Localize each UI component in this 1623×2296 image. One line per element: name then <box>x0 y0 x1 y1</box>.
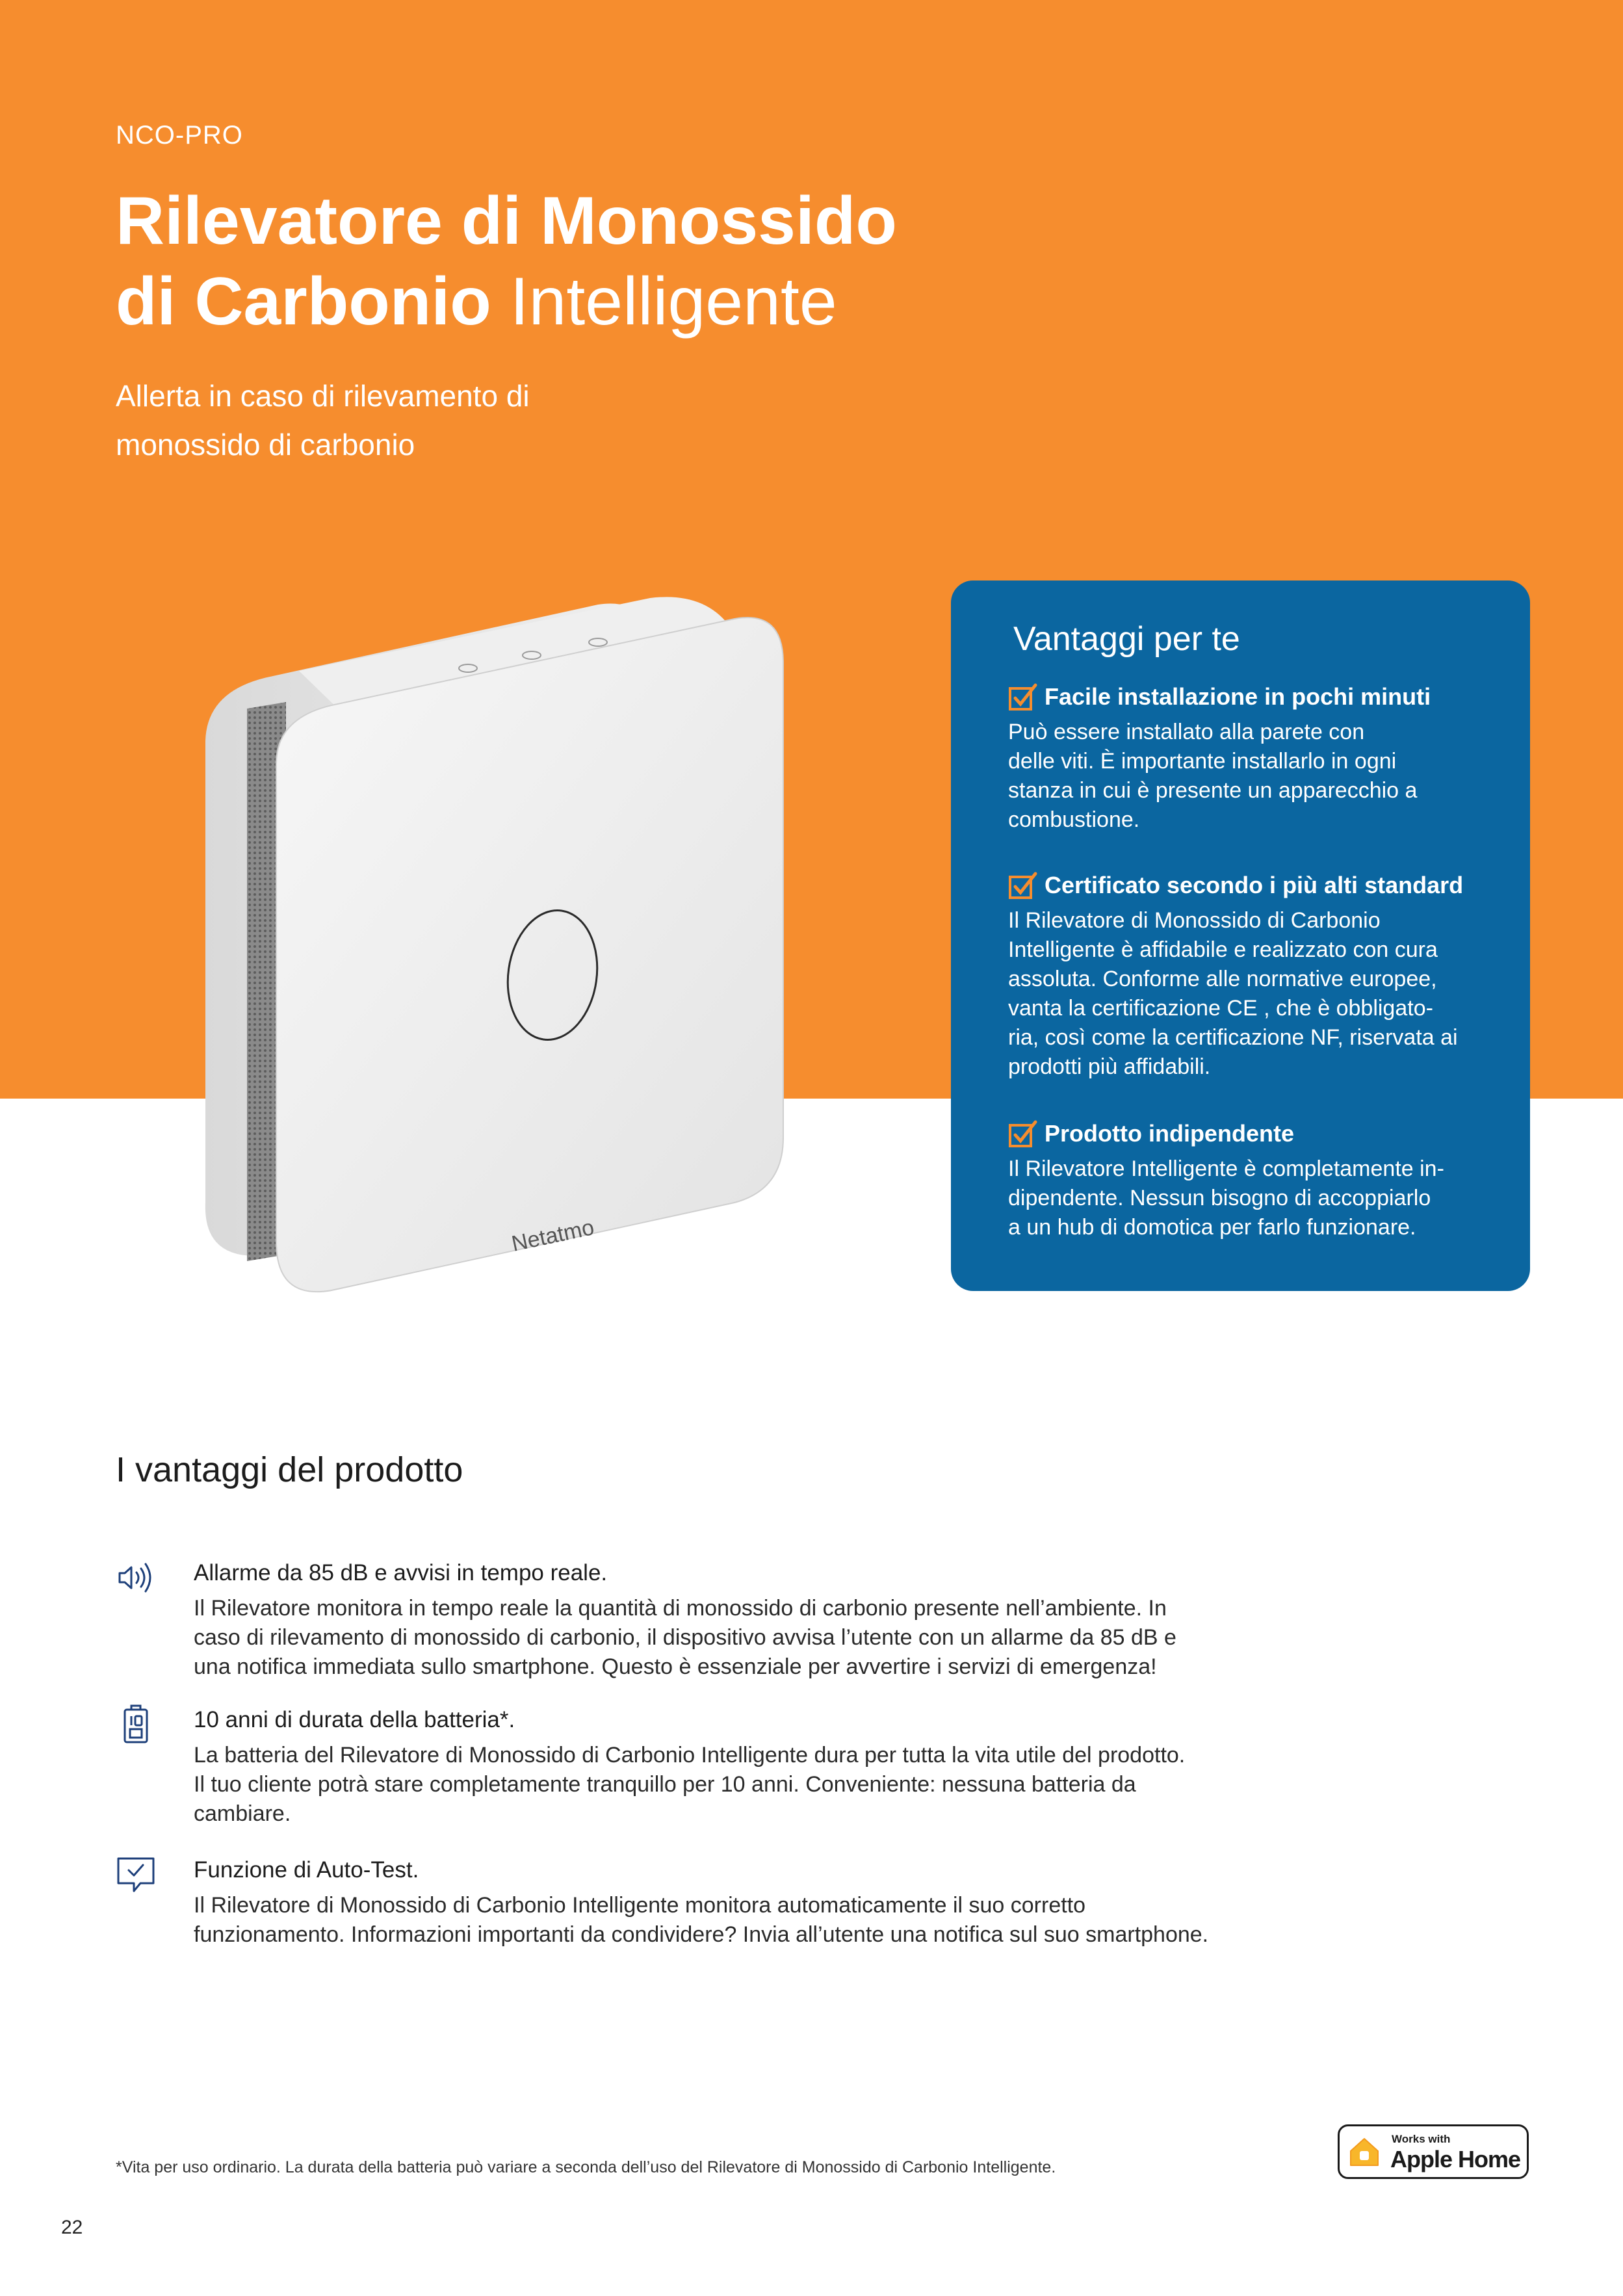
benefits-card-title: Vantaggi per te <box>1013 620 1240 658</box>
feature-text-line: Il Rilevatore di Monossido di Carbonio Intelligente monitora automaticamente il suo corretto <box>194 1893 1086 1918</box>
benefit-text-line: prodotti più affidabili. <box>1008 1054 1211 1079</box>
benefit-text-line: Il Rilevatore Intelligente è completamente in- <box>1008 1156 1444 1181</box>
benefit-text-line: delle viti. È importante installarlo in ogni <box>1008 749 1397 774</box>
feature-text-line: caso di rilevamento di monossido di carbonio, il dispositivo avvisa l’utente con un allarme da 85 dB e <box>194 1625 1176 1650</box>
benefits-card <box>951 581 1530 1291</box>
benefit-text-line: a un hub di domotica per farlo funzionare. <box>1008 1215 1416 1240</box>
badge-large-text: Apple Home <box>1390 2146 1521 2172</box>
title-line-2-light: Intelligente <box>510 264 837 339</box>
page-title <box>116 181 897 342</box>
page-number: 22 <box>61 2217 83 2238</box>
benefit-text-line: Può essere installato alla parete con <box>1008 720 1365 744</box>
feature-title: 10 anni di durata della batteria*. <box>194 1707 515 1732</box>
benefit-text-line: combustione. <box>1008 807 1140 832</box>
home-icon <box>1347 2135 1381 2169</box>
checkbox-checked-icon <box>1008 871 1038 900</box>
feature-text-line: cambiare. <box>194 1801 291 1826</box>
benefit-text-line: dipendente. Nessun bisogno di accoppiarlo <box>1008 1186 1431 1210</box>
device-brand-label: Netatmo <box>509 1214 597 1257</box>
page-subtitle <box>116 372 701 469</box>
benefit-heading: Facile installazione in pochi minuti <box>1045 683 1431 710</box>
feature-text-line: La batteria del Rilevatore di Monossido di Carbonio Intelligente dura per tutta la vita utile del prodotto. <box>194 1743 1186 1768</box>
self-test-message-icon <box>116 1855 156 1895</box>
title-line-1: Rilevatore di Monossido <box>116 183 897 259</box>
checkbox-checked-icon <box>1008 683 1038 711</box>
model-code: NCO-PRO <box>116 121 243 150</box>
benefit-certified <box>1008 870 1502 1082</box>
feature-title: Allarme da 85 dB e avvisi in tempo reale. <box>194 1560 608 1585</box>
benefit-heading: Certificato secondo i più alti standard <box>1045 872 1464 898</box>
benefit-standalone <box>1008 1118 1502 1242</box>
subtitle-line-1: Allerta in caso di rilevamento di <box>116 379 530 413</box>
subtitle-line-2: monossido di carbonio <box>116 428 415 462</box>
feature-text-line: una notifica immediata sullo smartphone. Questo è essenziale per avvertire i servizi di emergenza! <box>194 1654 1157 1679</box>
benefit-text-line: stanza in cui è presente un apparecchio a <box>1008 778 1418 803</box>
benefit-heading: Prodotto indipendente <box>1045 1120 1294 1147</box>
feature-title: Funzione di Auto-Test. <box>194 1857 419 1883</box>
benefit-text-line: ria, così come la certificazione NF, riservata ai <box>1008 1025 1458 1050</box>
benefit-text-line: vanta la certificazione CE , che è obbligato- <box>1008 996 1433 1021</box>
battery-footnote: *Vita per uso ordinario. La durata della batteria può variare a seconda dell’uso del Rilevatore di Monossido di Carbonio Intelligente. <box>116 2158 1056 2176</box>
feature-text-line: Il Rilevatore monitora in tempo reale la quantità di monossido di carbonio presente nell’ambiente. In <box>194 1596 1167 1621</box>
checkbox-checked-icon <box>1008 1119 1038 1148</box>
benefit-text-line: assoluta. Conforme alle normative europee, <box>1008 967 1437 991</box>
product-benefits-title: I vantaggi del prodotto <box>116 1450 463 1489</box>
works-with-apple-home-badge <box>1338 2124 1529 2179</box>
benefit-text-line: Intelligente è affidabile e realizzato con cura <box>1008 937 1438 962</box>
feature-text-line: funzionamento. Informazioni importanti da condividere? Invia all’utente una notifica sul suo smartphone. <box>194 1922 1209 1947</box>
benefit-easy-install <box>1008 681 1502 835</box>
feature-text-line: Il tuo cliente potrà stare completamente tranquillo per 10 anni. Conveniente: nessuna batteria da <box>194 1772 1136 1797</box>
badge-small-text: Works with <box>1392 2133 1451 2145</box>
co-detector-image <box>195 585 793 1365</box>
speaker-icon <box>116 1558 156 1598</box>
title-line-2-bold: di Carbonio <box>116 264 491 339</box>
benefit-text-line: Il Rilevatore di Monossido di Carbonio <box>1008 908 1381 933</box>
battery-10-icon <box>116 1704 156 1745</box>
